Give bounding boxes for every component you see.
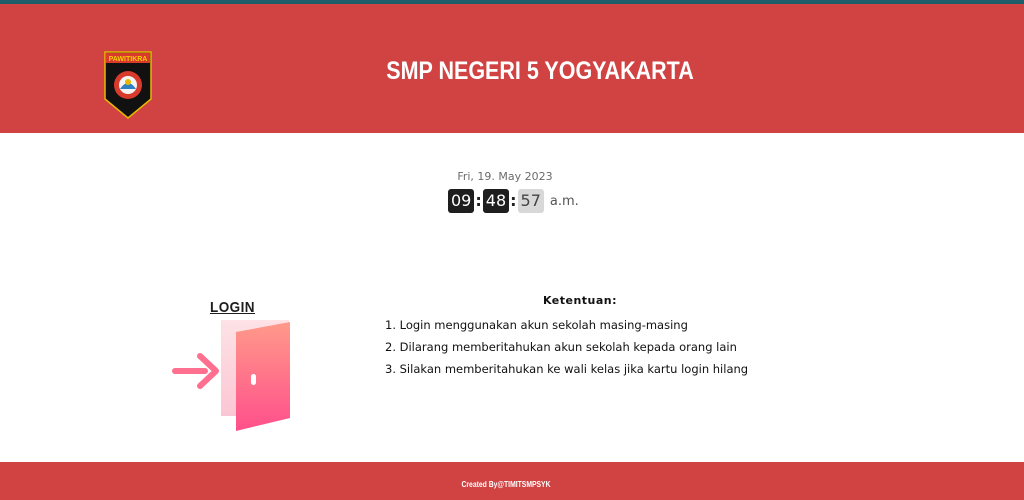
clock-separator: : (475, 191, 482, 210)
login-door-icon[interactable] (170, 318, 295, 436)
rules-title: Ketentuan: (542, 294, 618, 307)
footer-credit: Created By@TIMITSMPSYK (461, 480, 551, 489)
list-item: 3. Silakan memberitahukan ke wali kelas jika kartu login hilang (385, 362, 749, 376)
rules-list (385, 314, 805, 380)
logo-text: PAWITIKRA (108, 56, 148, 63)
login-link[interactable]: LOGIN (210, 299, 255, 316)
rules-section (385, 294, 805, 380)
current-date: Fri, 19. May 2023 (457, 170, 553, 183)
clock-separator: : (510, 191, 517, 210)
clock-minutes: 48 (483, 189, 509, 213)
page-title: SMP NEGERI 5 YOGYAKARTA (386, 57, 694, 85)
clock-hours: 09 (448, 189, 474, 213)
list-item: 1. Login menggunakan akun sekolah masing-masing (385, 318, 688, 332)
digital-clock (448, 189, 579, 213)
clock-seconds: 57 (518, 189, 544, 213)
list-item: 2. Dilarang memberitahukan akun sekolah kepada orang lain (385, 340, 737, 354)
clock-ampm: a.m. (549, 193, 579, 209)
